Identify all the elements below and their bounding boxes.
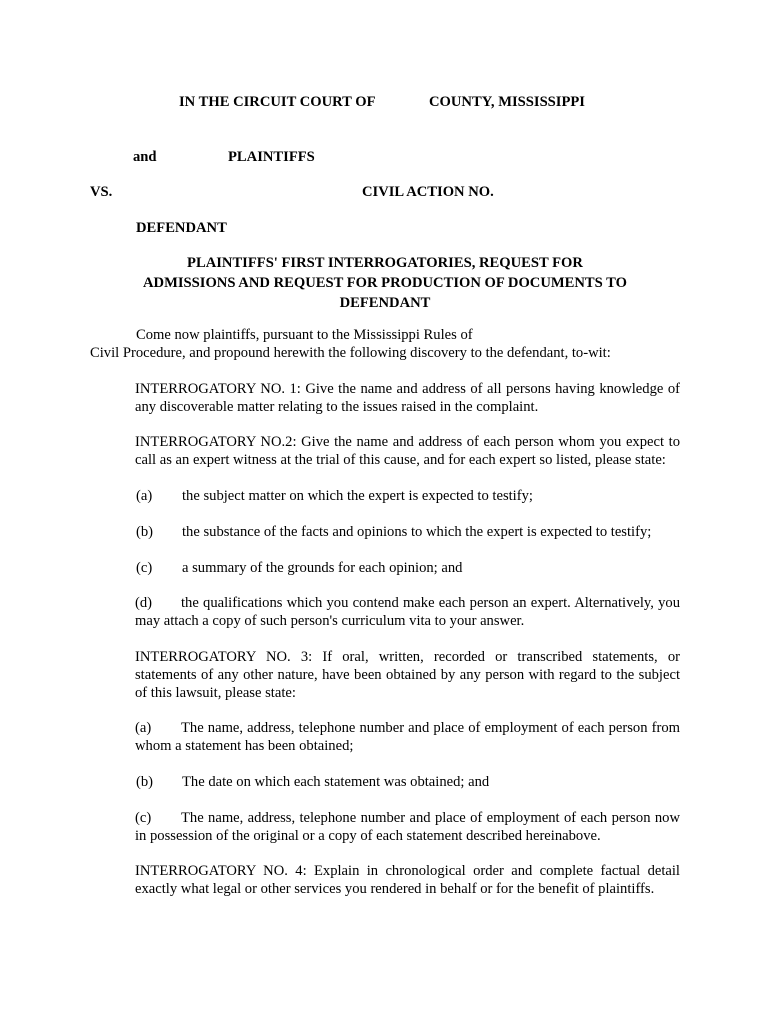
caption-plaintiffs: PLAINTIFFS [228,149,315,165]
title-line-3: DEFENDANT [339,295,431,311]
interrogatory-2-item-c [136,559,462,577]
interrogatory-2-item-b [136,523,651,541]
caption-civil-action: CIVIL ACTION NO. [362,184,494,200]
item-text: The name, address, telephone number and place of employment of each person now in possession of the original or a copy of each statement described hereinabove. [135,810,680,844]
interrogatory-3-item-a [90,719,680,755]
item-label: (b) [136,524,154,540]
court-heading-left: IN THE CIRCUIT COURT OF [179,94,376,110]
item-label: (c) [136,560,153,576]
interrogatory-3-item-b [136,773,489,791]
document-title [90,253,680,313]
caption-and: and [133,149,157,165]
interrogatory-2-text: INTERROGATORY NO.2: Give the name and address of each person whom you expect to call as an expert witness at the trial of this cause, and for each expert so listed, please state: [135,434,680,468]
interrogatory-2 [90,433,680,469]
interrogatory-2-item-d [90,594,680,630]
item-label: (a) [135,720,152,736]
item-label: (d) [135,595,153,611]
interrogatory-3 [90,648,680,702]
item-label: (c) [135,810,152,826]
item-text: the qualifications which you contend make each person an expert. Alternatively, you may attach a copy of such person's curriculum vita to your answer. [135,595,680,629]
court-heading-right: COUNTY, MISSISSIPPI [429,94,585,110]
item-text: a summary of the grounds for each opinion; and [182,560,463,576]
interrogatory-4 [90,862,680,898]
interrogatory-3-item-c [90,809,680,845]
item-text: the substance of the facts and opinions to which the expert is expected to testify; [182,524,652,540]
item-text: The name, address, telephone number and place of employment of each person from whom a statement has been obtained; [135,720,680,754]
title-line-2: ADMISSIONS AND REQUEST FOR PRODUCTION OF DOCUMENTS TO [143,275,627,291]
interrogatory-1-text: INTERROGATORY NO. 1: Give the name and address of all persons having knowledge of any discoverable matter relating to the issues raised in the complaint. [135,381,680,415]
item-label: (a) [136,488,153,504]
interrogatory-2-item-a [136,487,533,505]
intro-line-2: Civil Procedure, and propound herewith the following discovery to the defendant, to-wit: [90,345,611,361]
interrogatory-4-text: INTERROGATORY NO. 4: Explain in chronological order and complete factual detail exactly what legal or other services you rendered in behalf or for the benefit of plaintiffs. [135,863,680,897]
caption-defendant: DEFENDANT [136,220,227,236]
interrogatory-3-text: INTERROGATORY NO. 3: If oral, written, recorded or transcribed statements, or statements of any other nature, have been obtained by any person with regard to the subject of this lawsuit, please state: [135,649,680,701]
caption-vs: VS. [90,184,113,200]
intro-line-1: Come now plaintiffs, pursuant to the Mississippi Rules of [136,327,473,343]
interrogatory-1 [90,380,680,416]
item-text: The date on which each statement was obtained; and [182,774,490,790]
title-line-1: PLAINTIFFS' FIRST INTERROGATORIES, REQUEST FOR [187,255,583,271]
item-label: (b) [136,774,154,790]
item-text: the subject matter on which the expert is expected to testify; [182,488,533,504]
